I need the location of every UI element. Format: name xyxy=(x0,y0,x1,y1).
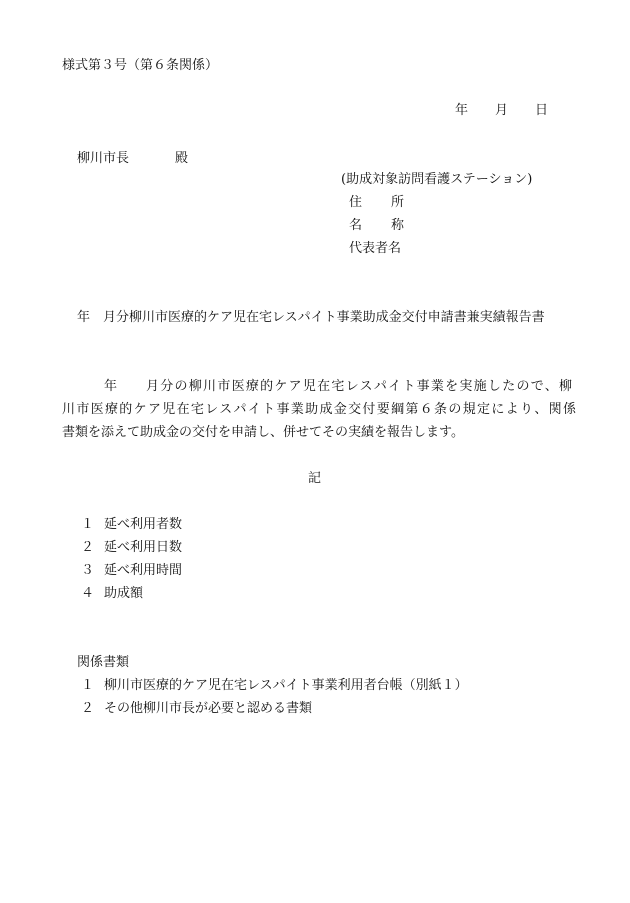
addressee-honorific: 殿 xyxy=(175,151,189,166)
title-text: 月分柳川市医療的ケア児在宅レスパイト事業助成金交付申請書兼実績報告書 xyxy=(103,310,545,325)
list-item: ２ 延べ利用日数 xyxy=(81,540,183,555)
applicant-caption: (助成対象訪問看護ステーション) xyxy=(341,172,533,187)
body-line-3: 書類を添えて助成金の交付を申請し、併せてその実績を報告します。 xyxy=(62,425,464,440)
related-doc-item: ２ その他柳川市長が必要と認める書類 xyxy=(81,701,313,716)
addressee-name: 柳川市長 xyxy=(77,151,130,166)
document-title xyxy=(77,311,545,324)
date-line xyxy=(455,104,548,117)
body-line-1a: 年 xyxy=(104,379,118,394)
date-year: 年 xyxy=(455,103,469,118)
form-number: 様式第３号（第６条関係） xyxy=(62,58,219,73)
list-item: １ 延べ利用者数 xyxy=(81,517,183,532)
addressee xyxy=(77,152,188,165)
applicant-address-label: 住 所 xyxy=(349,195,405,210)
title-year: 年 xyxy=(77,310,91,325)
body-line-1b: 月分の柳川市医療的ケア児在宅レスパイト事業を実施したので、柳 xyxy=(146,379,572,394)
list-item: ３ 延べ利用時間 xyxy=(81,563,183,578)
ki-marker: 記 xyxy=(308,471,322,486)
related-doc-item: １ 柳川市医療的ケア児在宅レスパイト事業利用者台帳（別紙１） xyxy=(81,678,468,693)
date-month: 月 xyxy=(495,103,509,118)
applicant-representative-label: 代表者名 xyxy=(349,241,402,256)
body-line-2: 川市医療的ケア児在宅レスパイト事業助成金交付要綱第６条の規定により、関係 xyxy=(62,402,576,417)
applicant-name-label: 名 称 xyxy=(349,218,405,233)
date-day: 日 xyxy=(535,103,549,118)
list-item: ４ 助成額 xyxy=(81,586,144,601)
related-docs-heading: 関係書類 xyxy=(77,655,130,670)
